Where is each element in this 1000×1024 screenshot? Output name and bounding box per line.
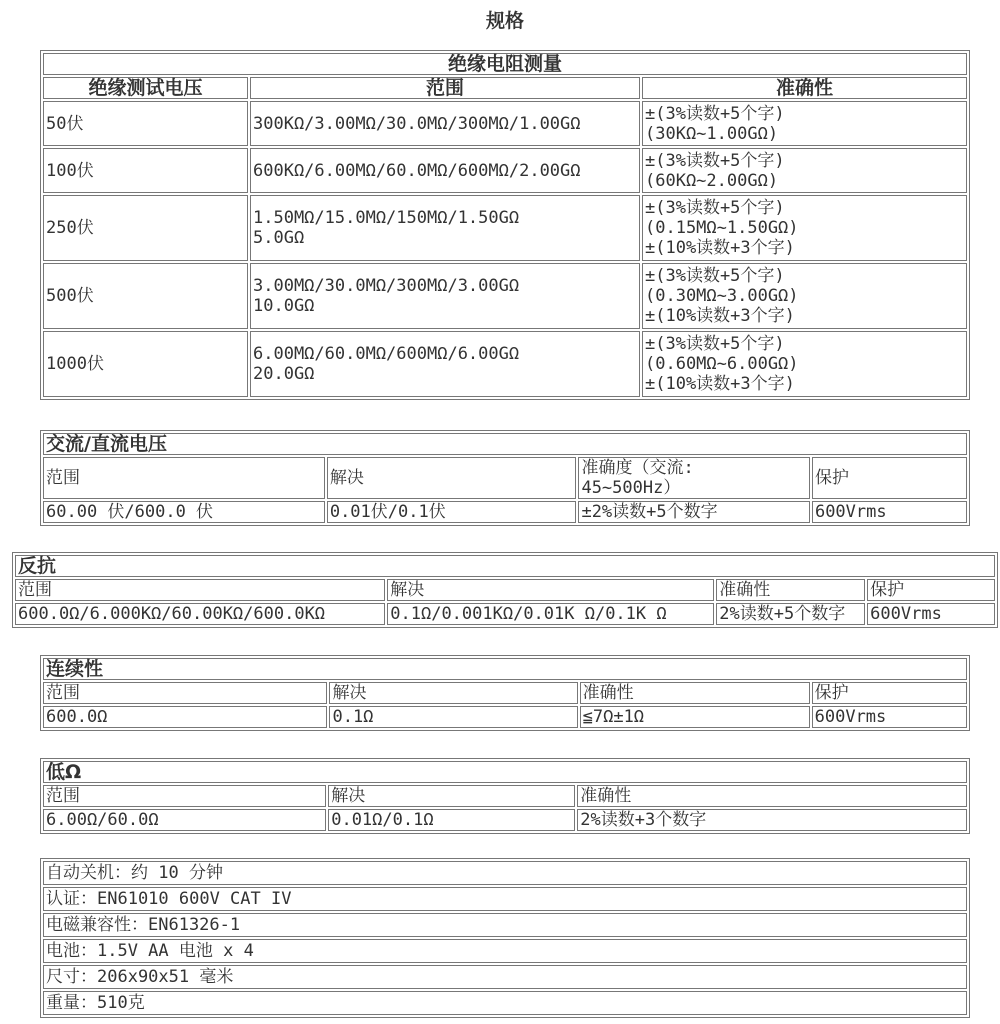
- spec-certification: 认证：EN61010 600V CAT IV: [43, 887, 967, 911]
- cell-range: 3.00MΩ/30.0MΩ/300MΩ/3.00GΩ 10.0GΩ: [250, 263, 640, 329]
- table-row: [43, 101, 967, 146]
- cell-accuracy: ±2%读数+5个数字: [578, 501, 810, 523]
- table-row: [43, 939, 967, 963]
- continuity-table-title: 连续性: [43, 658, 967, 680]
- cell-range: 6.00Ω/60.0Ω: [43, 809, 326, 831]
- col-header-resolution: 解决: [328, 785, 575, 807]
- cell-protection: 600Vrms: [812, 501, 967, 523]
- cell-range: 1.50MΩ/15.0MΩ/150MΩ/1.50GΩ 5.0GΩ: [250, 195, 640, 261]
- table-header-row: [43, 785, 967, 807]
- cell-resolution: 0.1Ω/0.001KΩ/0.01K Ω/0.1K Ω: [387, 603, 714, 625]
- acdc-voltage-table: [40, 430, 970, 526]
- table-title-row: [43, 761, 967, 783]
- col-header-range: 范围: [43, 682, 327, 704]
- table-row: [43, 501, 967, 523]
- col-header-protection: 保护: [812, 457, 967, 499]
- table-title-row: [43, 433, 967, 455]
- resistance-table-title: 反抗: [15, 555, 995, 577]
- cell-accuracy: ±(3%读数+5个字) (0.15MΩ~1.50GΩ) ±(10%读数+3个字): [642, 195, 967, 261]
- col-header-protection: 保护: [867, 579, 995, 601]
- insulation-table-title: 绝缘电阻测量: [43, 53, 967, 75]
- table-row: [43, 965, 967, 989]
- cell-protection: 600Vrms: [867, 603, 995, 625]
- table-row: [43, 991, 967, 1015]
- spec-dimensions: 尺寸：206x90x51 毫米: [43, 965, 967, 989]
- cell-resolution: 0.1Ω: [329, 706, 577, 728]
- cell-range: 600.0Ω/6.000KΩ/60.00KΩ/600.0KΩ: [15, 603, 385, 625]
- acdc-table-title: 交流/直流电压: [43, 433, 967, 455]
- col-header-accuracy: 准确度（交流: 45~500Hz）: [578, 457, 810, 499]
- cell-accuracy: ±(3%读数+5个字) (60KΩ~2.00GΩ): [642, 148, 967, 193]
- cell-accuracy: ±(3%读数+5个字) (30KΩ~1.00GΩ): [642, 101, 967, 146]
- table-row: [43, 913, 967, 937]
- col-header-protection: 保护: [812, 682, 967, 704]
- table-title-row: [43, 658, 967, 680]
- cell-range: 600.0Ω: [43, 706, 327, 728]
- low-ohm-table-title: 低Ω: [43, 761, 967, 783]
- cell-accuracy: 2%读数+5个数字: [716, 603, 865, 625]
- table-header-row: [43, 682, 967, 704]
- table-header-row: [43, 77, 967, 99]
- col-header-accuracy: 准确性: [577, 785, 967, 807]
- page-title: 规格: [485, 10, 524, 32]
- spec-battery: 电池：1.5V AA 电池 x 4: [43, 939, 967, 963]
- insulation-resistance-table: [40, 50, 970, 400]
- table-row: [43, 887, 967, 911]
- col-header-resolution: 解决: [329, 682, 577, 704]
- cell-range: 600KΩ/6.00MΩ/60.0MΩ/600MΩ/2.00GΩ: [250, 148, 640, 193]
- cell-accuracy: 2%读数+3个数字: [577, 809, 967, 831]
- col-header-range: 范围: [15, 579, 385, 601]
- cell-protection: 600Vrms: [812, 706, 967, 728]
- col-header-test-voltage: 绝缘测试电压: [43, 77, 248, 99]
- resistance-table: [12, 552, 998, 628]
- spec-auto-power-off: 自动关机：约 10 分钟: [43, 861, 967, 885]
- cell-voltage: 500伏: [43, 263, 248, 329]
- table-row: [43, 331, 967, 397]
- col-header-resolution: 解决: [327, 457, 577, 499]
- table-row: [43, 195, 967, 261]
- cell-range: 6.00MΩ/60.0MΩ/600MΩ/6.00GΩ 20.0GΩ: [250, 331, 640, 397]
- cell-accuracy: ≦7Ω±1Ω: [580, 706, 810, 728]
- table-row: [43, 861, 967, 885]
- cell-voltage: 50伏: [43, 101, 248, 146]
- col-header-range: 范围: [250, 77, 640, 99]
- table-row: [43, 148, 967, 193]
- table-row: [15, 603, 995, 625]
- spec-emc: 电磁兼容性：EN61326-1: [43, 913, 967, 937]
- low-ohm-table: [40, 758, 970, 834]
- cell-voltage: 100伏: [43, 148, 248, 193]
- general-specs-table: [40, 858, 970, 1018]
- table-header-row: [15, 579, 995, 601]
- cell-accuracy: ±(3%读数+5个字) (0.30MΩ~3.00GΩ) ±(10%读数+3个字): [642, 263, 967, 329]
- table-title-row: [43, 53, 967, 75]
- table-row: [43, 809, 967, 831]
- cell-accuracy: ±(3%读数+5个字) (0.60MΩ~6.00GΩ) ±(10%读数+3个字): [642, 331, 967, 397]
- col-header-accuracy: 准确性: [580, 682, 810, 704]
- cell-voltage: 1000伏: [43, 331, 248, 397]
- col-header-range: 范围: [43, 457, 325, 499]
- table-header-row: [43, 457, 967, 499]
- cell-range: 60.00 伏/600.0 伏: [43, 501, 325, 523]
- cell-voltage: 250伏: [43, 195, 248, 261]
- col-header-accuracy: 准确性: [716, 579, 865, 601]
- table-title-row: [15, 555, 995, 577]
- spec-weight: 重量：510克: [43, 991, 967, 1015]
- table-row: [43, 706, 967, 728]
- continuity-table: [40, 655, 970, 731]
- cell-resolution: 0.01Ω/0.1Ω: [328, 809, 575, 831]
- col-header-accuracy: 准确性: [642, 77, 967, 99]
- col-header-resolution: 解决: [387, 579, 714, 601]
- col-header-range: 范围: [43, 785, 326, 807]
- cell-range: 300KΩ/3.00MΩ/30.0MΩ/300MΩ/1.00GΩ: [250, 101, 640, 146]
- cell-resolution: 0.01伏/0.1伏: [327, 501, 577, 523]
- table-row: [43, 263, 967, 329]
